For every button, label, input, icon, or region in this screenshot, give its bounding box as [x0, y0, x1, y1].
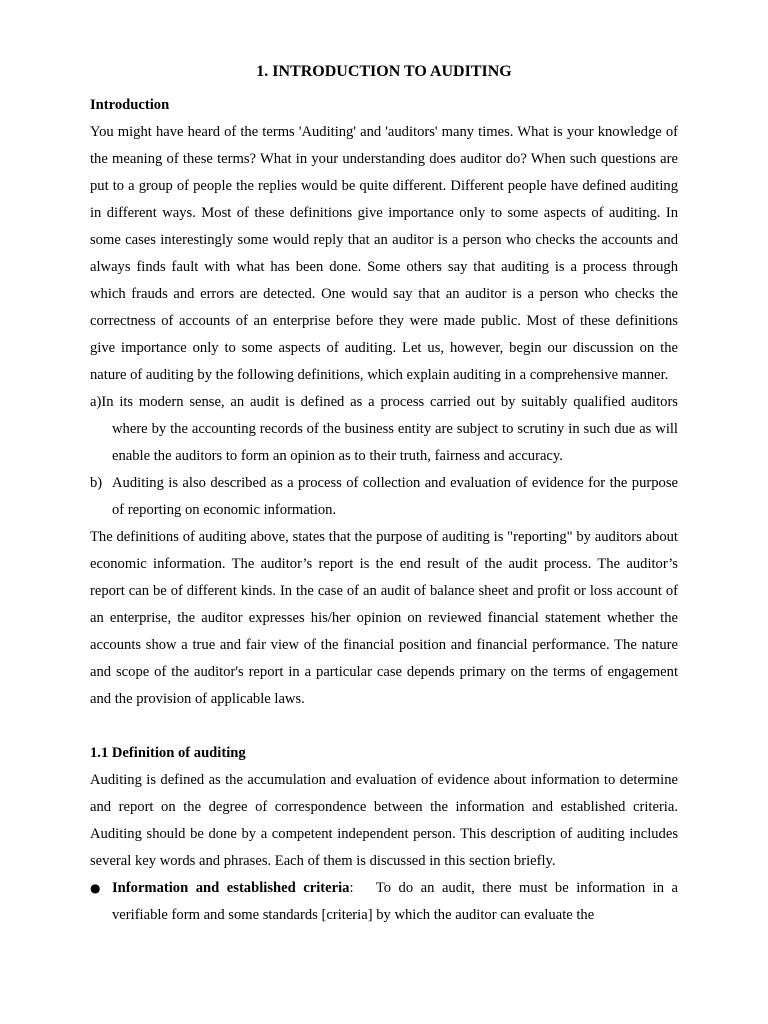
definition-text-a: In its modern sense, an audit is defined as a process carried out by suitably qualified auditors where by the accounting records of the business entity are subject to scrutiny in such due as will enable the auditors to form an opinion as to their truth, fairness and accuracy.	[101, 394, 678, 464]
document-page	[90, 62, 682, 929]
purpose-paragraph: The definitions of auditing above, states that the purpose of auditing is "reporting" by auditors about economic information. The auditor’s report is the end result of the audit process. The auditor’s report can be of different kinds. In the case of an audit of balance sheet and profit or loss account of an enterprise, the auditor expresses his/her opinion on reviewed financial statement whether the accounts show a true and fair view of the financial position and financial performance. The nature and scope of the auditor's report in a particular case depends primary on the terms of engagement and the provision of applicable laws.	[90, 529, 678, 707]
bullet-text	[112, 875, 682, 929]
bullet-term: Information and established criteria	[112, 880, 350, 896]
bullet-dot-icon: ●	[90, 881, 101, 895]
definition-marker-b: b)	[90, 475, 103, 491]
definition-item-b	[90, 470, 678, 524]
bullet-body: To do an audit, there must be information in a verifiable form and some standards [criteria] by which the auditor can evaluate the	[112, 880, 682, 923]
section-paragraph: Auditing is defined as the accumulation and evaluation of evidence about information to determine and report on the degree of correspondence between the information and established criteria. Auditing should be done by a competent independent person. This description of auditing includes several key words and phrases. Each of them is discussed in this section briefly.	[90, 772, 678, 869]
introduction-paragraph: You might have heard of the terms 'Auditing' and 'auditors' many times. What is your knowledge of the meaning of these terms? What in your understanding does auditor do? When such questions are put to a group of people the replies would be quite different. Different people have defined auditing in different ways. Most of these definitions give importance only to some aspects of auditing. In some cases interestingly some would reply that an auditor is a person who checks the accounts and always finds fault with what has been done. Some others say that auditing is a process through which frauds and errors are detected. One would say that an auditor is a person who checks the correctness of accounts of an enterprise before they were made public. Most of these definitions give importance only to some aspects of auditing. Let us, however, begin our discussion on the nature of auditing by the following definitions, which explain auditing in a comprehensive manner.	[90, 124, 678, 383]
definition-text-b: Auditing is also described as a process of collection and evaluation of evidence for the purpose of reporting on economic information.	[112, 475, 678, 518]
chapter-title: 1. INTRODUCTION TO AUDITING	[256, 63, 512, 80]
section-heading: 1.1 Definition of auditing	[90, 745, 246, 761]
bullet-separator: :	[349, 880, 354, 896]
section-spacer	[90, 713, 678, 740]
introduction-heading: Introduction	[90, 97, 170, 113]
definition-item-a	[90, 389, 678, 470]
bullet-item	[90, 875, 682, 929]
definition-marker-a: a)	[90, 394, 102, 410]
